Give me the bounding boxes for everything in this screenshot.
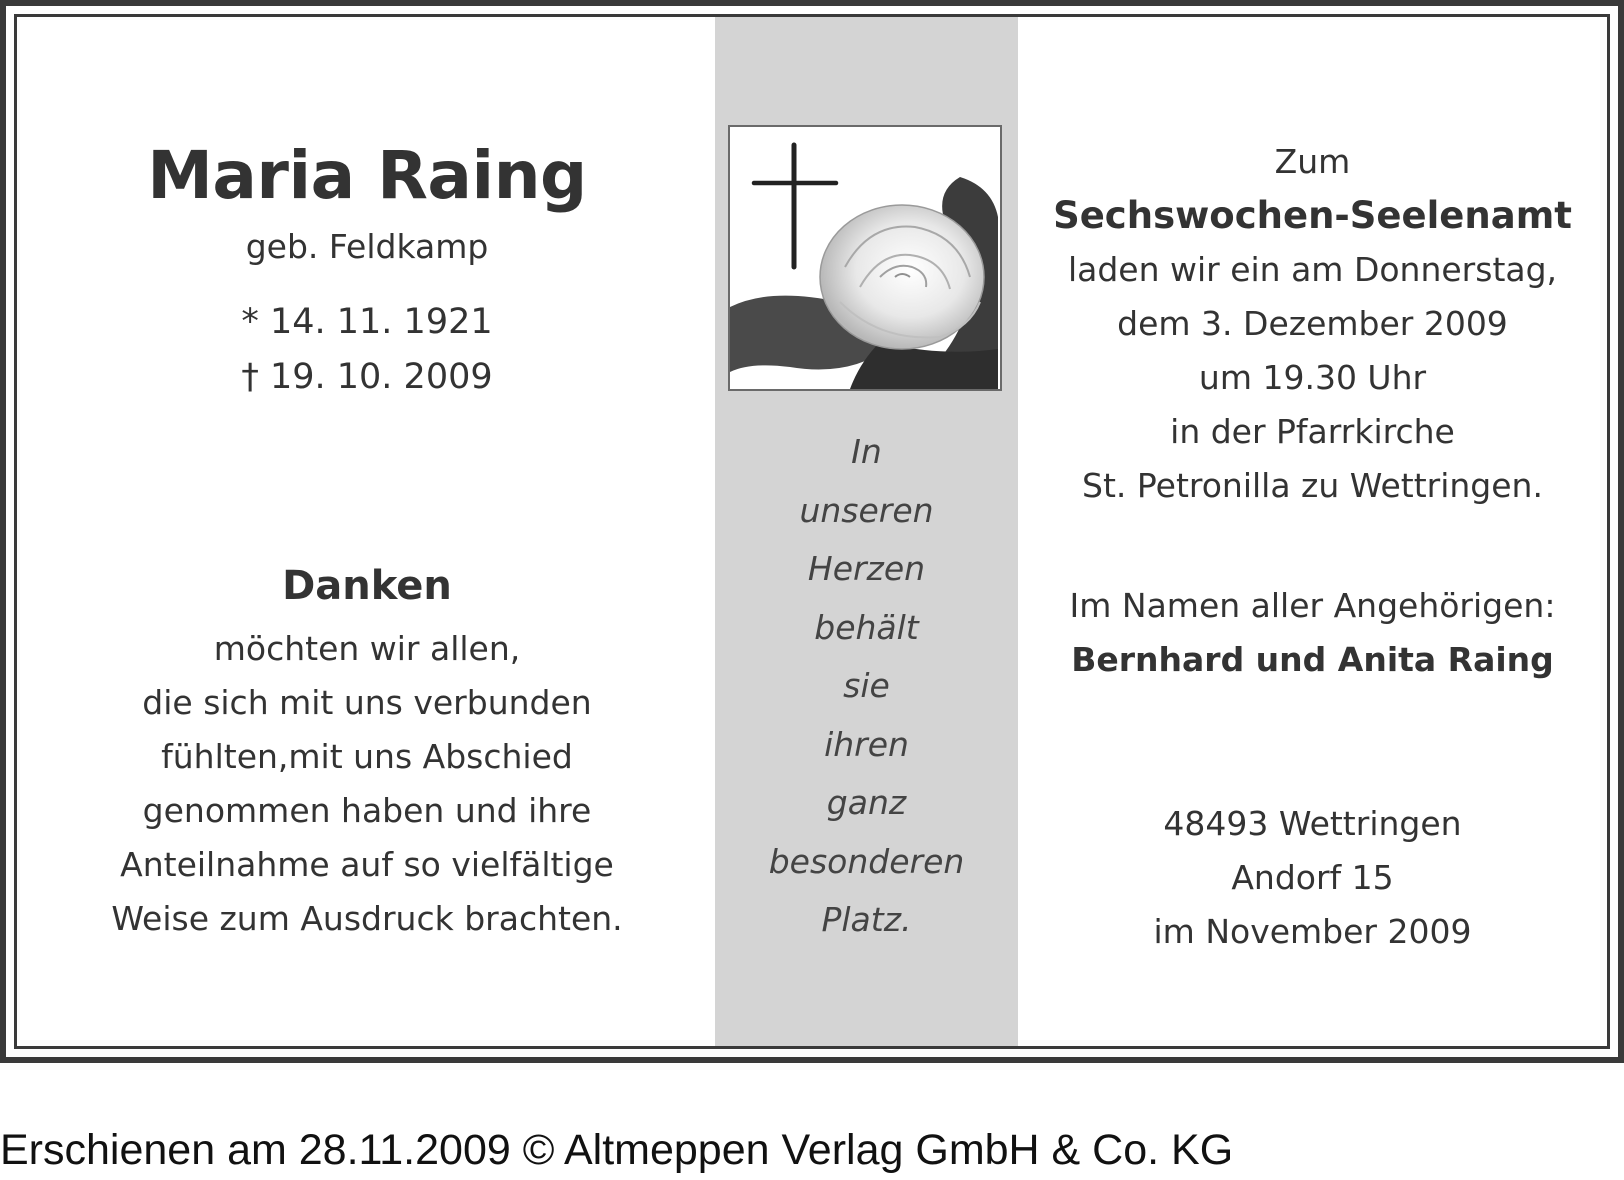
memorial-verse [715, 423, 1018, 950]
verse-line: Herzen [807, 549, 926, 588]
verse-line: In [851, 432, 882, 471]
thanks-line: Weise zum Ausdruck brachten. [111, 899, 623, 938]
verse-line: unseren [799, 490, 934, 530]
invitation-line: St. Petronilla zu Wettringen. [1082, 466, 1543, 505]
thanks-line: die sich mit uns verbunden [142, 683, 592, 722]
address-line: Andorf 15 [1231, 858, 1394, 897]
thanks-line: fühlten,mit uns Abschied [161, 737, 573, 776]
verse-line: besonderen [768, 841, 965, 881]
birth-date: * 14. 11. 1921 [241, 302, 493, 342]
address-block [1018, 797, 1607, 959]
thanks-heading: Danken [282, 563, 452, 609]
middle-band [715, 17, 1018, 1046]
rose-image [730, 127, 1000, 389]
family-intro: Im Namen aller Angehörigen: [1069, 586, 1556, 625]
right-column [1018, 17, 1607, 1046]
verse-line: ganz [826, 783, 907, 822]
thanks-line: Anteilnahme auf so vielfältige [120, 845, 614, 884]
family-names: Bernhard und Anita Raing [1071, 640, 1554, 679]
memorial-photo [728, 125, 1002, 391]
death-date: † 19. 10. 2009 [241, 357, 493, 397]
verse-line: behält [814, 607, 919, 647]
invitation-line: um 19.30 Uhr [1198, 358, 1427, 397]
invitation-block [1018, 135, 1607, 513]
verse-line: Platz. [821, 900, 912, 939]
invitation-intro: Zum [1274, 142, 1351, 181]
obituary-inner-border [14, 14, 1610, 1049]
address-line: im November 2009 [1153, 912, 1472, 951]
verse-line: ihren [824, 724, 909, 764]
thanks-line: genommen haben und ihre [142, 791, 592, 830]
thanks-text [17, 622, 717, 946]
verse-line: sie [843, 666, 890, 705]
deceased-name: Maria Raing [147, 137, 587, 214]
maiden-name: geb. Feldkamp [245, 227, 489, 266]
invitation-title: Sechswochen-Seelenamt [1053, 194, 1572, 237]
left-column [17, 17, 717, 1046]
address-line: 48493 Wettringen [1163, 804, 1462, 843]
invitation-line: in der Pfarrkirche [1170, 412, 1455, 451]
family-block [1018, 579, 1607, 687]
publication-footer: Erschienen am 28.11.2009 © Altmeppen Verlag GmbH & Co. KG [0, 1126, 1234, 1174]
invitation-line: dem 3. Dezember 2009 [1117, 304, 1508, 343]
invitation-line: laden wir ein am Donnerstag, [1067, 250, 1558, 289]
thanks-line: möchten wir allen, [213, 629, 521, 668]
